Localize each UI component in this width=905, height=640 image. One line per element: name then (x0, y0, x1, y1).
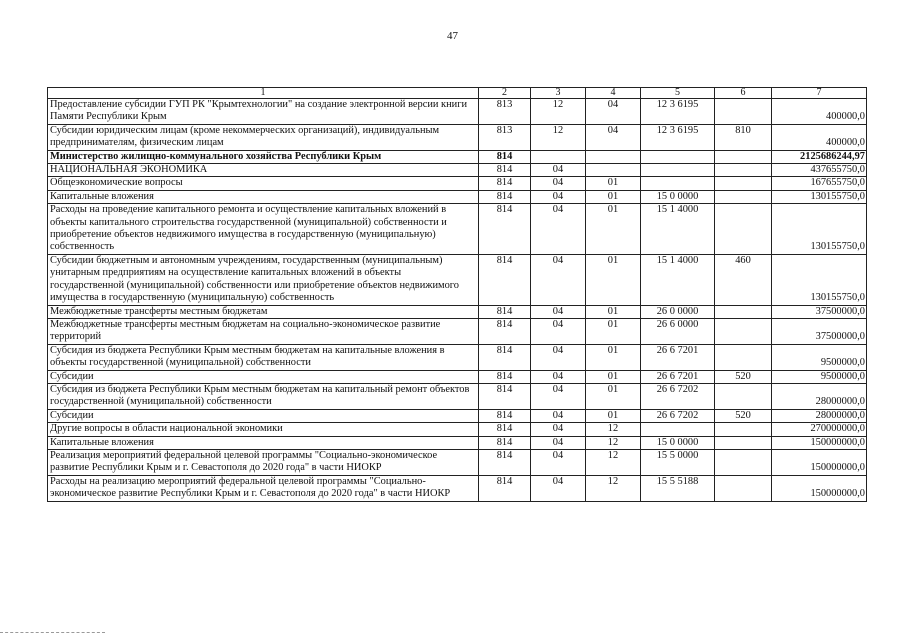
expense-type-cell (715, 344, 772, 370)
amount-cell: 9500000,0 (772, 370, 867, 383)
amount-cell: 167655750,0 (772, 177, 867, 190)
target-article-cell: 15 0 0000 (641, 436, 715, 449)
row-name-cell: Реализация мероприятий федеральной целевой программы "Социально-экономическое развитие Республики Крым и г. Севастополя до 2020 года" в части НИОКР (48, 449, 479, 475)
admin-code-cell: 814 (479, 164, 531, 177)
subsection-code-cell: 01 (586, 305, 641, 318)
page-edge-mark (0, 632, 105, 633)
admin-code-cell: 814 (479, 370, 531, 383)
header-cell: 6 (715, 88, 772, 99)
subsection-code-cell: 12 (586, 449, 641, 475)
admin-code-cell: 814 (479, 254, 531, 305)
table-row (48, 177, 867, 190)
table-row (48, 409, 867, 422)
row-name-cell: Расходы на реализацию мероприятий федеральной целевой программы "Социально-экономическое развитие Республики Крым и г. Севастополя до 2020 года" в части НИОКР (48, 475, 479, 501)
budget-table (47, 87, 867, 502)
amount-cell: 130155750,0 (772, 254, 867, 305)
target-article-cell: 15 0 0000 (641, 190, 715, 203)
amount-cell: 150000000,0 (772, 436, 867, 449)
target-article-cell: 12 3 6195 (641, 124, 715, 150)
section-code-cell: 04 (531, 436, 586, 449)
header-cell: 5 (641, 88, 715, 99)
admin-code-cell: 814 (479, 383, 531, 409)
section-code-cell: 04 (531, 204, 586, 255)
admin-code-cell: 814 (479, 344, 531, 370)
table-row (48, 190, 867, 203)
subsection-code-cell: 04 (586, 124, 641, 150)
header-cell: 4 (586, 88, 641, 99)
section-code-cell: 04 (531, 344, 586, 370)
table-row (48, 164, 867, 177)
section-code-cell: 12 (531, 124, 586, 150)
subsection-code-cell: 04 (586, 99, 641, 125)
section-code-cell: 04 (531, 254, 586, 305)
amount-cell: 9500000,0 (772, 344, 867, 370)
target-article-cell: 26 6 7202 (641, 409, 715, 422)
table-row (48, 344, 867, 370)
target-article-cell (641, 150, 715, 163)
section-code-cell: 04 (531, 164, 586, 177)
subsection-code-cell: 12 (586, 423, 641, 436)
section-code-cell: 04 (531, 370, 586, 383)
expense-type-cell (715, 164, 772, 177)
admin-code-cell: 814 (479, 305, 531, 318)
subsection-code-cell: 01 (586, 177, 641, 190)
admin-code-cell: 814 (479, 475, 531, 501)
amount-cell: 28000000,0 (772, 409, 867, 422)
subsection-code-cell: 01 (586, 204, 641, 255)
admin-code-cell: 813 (479, 124, 531, 150)
admin-code-cell: 814 (479, 204, 531, 255)
section-code-cell: 04 (531, 190, 586, 203)
table-row (48, 475, 867, 501)
row-name-cell: Общеэкономические вопросы (48, 177, 479, 190)
expense-type-cell (715, 423, 772, 436)
amount-cell: 130155750,0 (772, 190, 867, 203)
row-name-cell: Другие вопросы в области национальной экономики (48, 423, 479, 436)
amount-cell: 150000000,0 (772, 449, 867, 475)
subsection-code-cell: 01 (586, 190, 641, 203)
section-code-cell: 04 (531, 318, 586, 344)
target-article-cell: 26 6 7201 (641, 344, 715, 370)
section-code-cell: 04 (531, 177, 586, 190)
row-name-cell: Субсидии (48, 370, 479, 383)
subsection-code-cell: 12 (586, 436, 641, 449)
amount-cell: 28000000,0 (772, 383, 867, 409)
page-number: 47 (447, 30, 458, 42)
amount-cell: 37500000,0 (772, 318, 867, 344)
table-row (48, 99, 867, 125)
row-name-cell: Капитальные вложения (48, 190, 479, 203)
admin-code-cell: 814 (479, 318, 531, 344)
table-row (48, 436, 867, 449)
row-name-cell: Межбюджетные трансферты местным бюджетам на социально-экономическое развитие территорий (48, 318, 479, 344)
row-name-cell: НАЦИОНАЛЬНАЯ ЭКОНОМИКА (48, 164, 479, 177)
target-article-cell (641, 164, 715, 177)
expense-type-cell (715, 383, 772, 409)
row-name-cell: Субсидия из бюджета Республики Крым местным бюджетам на капитальные вложения в объекты государственной (муниципальной) собственности (48, 344, 479, 370)
amount-cell: 270000000,0 (772, 423, 867, 436)
table-row (48, 204, 867, 255)
target-article-cell (641, 423, 715, 436)
target-article-cell: 15 5 5188 (641, 475, 715, 501)
admin-code-cell: 814 (479, 150, 531, 163)
target-article-cell (641, 177, 715, 190)
admin-code-cell: 813 (479, 99, 531, 125)
row-name-cell: Межбюджетные трансферты местным бюджетам (48, 305, 479, 318)
subsection-code-cell (586, 164, 641, 177)
expense-type-cell: 460 (715, 254, 772, 305)
table-body (48, 99, 867, 502)
table-row (48, 305, 867, 318)
target-article-cell: 15 1 4000 (641, 254, 715, 305)
expense-type-cell (715, 177, 772, 190)
target-article-cell: 12 3 6195 (641, 99, 715, 125)
target-article-cell: 15 1 4000 (641, 204, 715, 255)
table-row (48, 370, 867, 383)
section-code-cell: 04 (531, 305, 586, 318)
expense-type-cell (715, 150, 772, 163)
amount-cell: 437655750,0 (772, 164, 867, 177)
subsection-code-cell: 01 (586, 254, 641, 305)
row-name-cell: Субсидии бюджетным и автономным учреждениям, государственным (муниципальным) унитарным предприятиям на осуществление капитальных вложений в объекты государственной (муниципальной) собственности или приобретение объектов недвижимого имущества в государственную (муниципальную) собственность (48, 254, 479, 305)
table-header-row (48, 88, 867, 99)
subsection-code-cell: 01 (586, 370, 641, 383)
header-cell: 7 (772, 88, 867, 99)
admin-code-cell: 814 (479, 436, 531, 449)
amount-cell: 400000,0 (772, 124, 867, 150)
admin-code-cell: 814 (479, 423, 531, 436)
subsection-code-cell: 01 (586, 409, 641, 422)
subsection-code-cell: 12 (586, 475, 641, 501)
expense-type-cell: 520 (715, 409, 772, 422)
header-cell: 3 (531, 88, 586, 99)
section-code-cell: 12 (531, 99, 586, 125)
target-article-cell: 26 6 7202 (641, 383, 715, 409)
section-code-cell: 04 (531, 423, 586, 436)
amount-cell: 37500000,0 (772, 305, 867, 318)
expense-type-cell (715, 305, 772, 318)
row-name-cell: Субсидия из бюджета Республики Крым местным бюджетам на капитальный ремонт объектов государственной (муниципальной) собственности (48, 383, 479, 409)
table-row (48, 318, 867, 344)
expense-type-cell (715, 449, 772, 475)
row-name-cell: Субсидии (48, 409, 479, 422)
target-article-cell: 26 0 0000 (641, 305, 715, 318)
table-row (48, 124, 867, 150)
subsection-code-cell (586, 150, 641, 163)
amount-cell: 2125686244,97 (772, 150, 867, 163)
table-row (48, 423, 867, 436)
amount-cell: 400000,0 (772, 99, 867, 125)
section-code-cell: 04 (531, 383, 586, 409)
amount-cell: 130155750,0 (772, 204, 867, 255)
section-code-cell: 04 (531, 475, 586, 501)
table-row (48, 150, 867, 163)
target-article-cell: 26 6 7201 (641, 370, 715, 383)
header-cell: 2 (479, 88, 531, 99)
section-code-cell: 04 (531, 449, 586, 475)
row-name-cell: Капитальные вложения (48, 436, 479, 449)
admin-code-cell: 814 (479, 409, 531, 422)
row-name-cell: Предоставление субсидии ГУП РК "Крымтехнологии" на создание электронной версии книги Памяти Республики Крым (48, 99, 479, 125)
subsection-code-cell: 01 (586, 318, 641, 344)
section-code-cell: 04 (531, 409, 586, 422)
target-article-cell: 26 6 0000 (641, 318, 715, 344)
expense-type-cell: 810 (715, 124, 772, 150)
subsection-code-cell: 01 (586, 383, 641, 409)
target-article-cell: 15 5 0000 (641, 449, 715, 475)
expense-type-cell (715, 99, 772, 125)
expense-type-cell (715, 318, 772, 344)
row-name-cell: Министерство жилищно-коммунального хозяйства Республики Крым (48, 150, 479, 163)
expense-type-cell: 520 (715, 370, 772, 383)
expense-type-cell (715, 475, 772, 501)
expense-type-cell (715, 190, 772, 203)
table-row (48, 254, 867, 305)
table-row (48, 383, 867, 409)
row-name-cell: Расходы на проведение капитального ремонта и осуществление капитальных вложений в объекты капитального строительства государственной (муниципальной) собственности и приобретение объектов недвижимого имущества в государственную (муниципальную) собственность (48, 204, 479, 255)
admin-code-cell: 814 (479, 177, 531, 190)
admin-code-cell: 814 (479, 190, 531, 203)
amount-cell: 150000000,0 (772, 475, 867, 501)
row-name-cell: Субсидии юридическим лицам (кроме некоммерческих организаций), индивидуальным предпринимателям, физическим лицам (48, 124, 479, 150)
section-code-cell (531, 150, 586, 163)
admin-code-cell: 814 (479, 449, 531, 475)
table-row (48, 449, 867, 475)
header-cell: 1 (48, 88, 479, 99)
expense-type-cell (715, 436, 772, 449)
expense-type-cell (715, 204, 772, 255)
subsection-code-cell: 01 (586, 344, 641, 370)
